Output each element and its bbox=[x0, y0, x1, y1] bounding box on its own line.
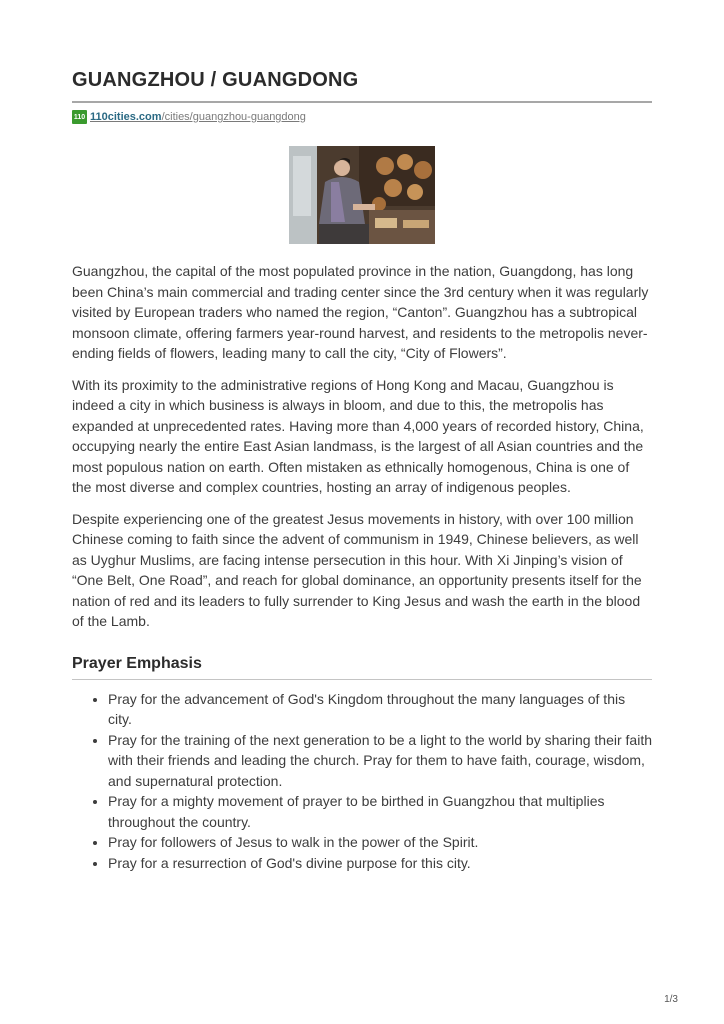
source-domain: 110cities.com bbox=[90, 111, 162, 123]
list-item: • Pray for the training of the next generation to be a light to the world by sharing their faith with their friends and leading the church. Pray for them to have faith, courage, wisdom, and supernatural protection. bbox=[108, 730, 652, 792]
hero-image bbox=[289, 146, 435, 244]
section-divider bbox=[72, 679, 652, 680]
hero-image-container bbox=[72, 146, 652, 244]
prayer-list bbox=[72, 689, 652, 874]
title-divider bbox=[72, 101, 652, 103]
page-number: 1/3 bbox=[664, 994, 678, 1005]
section-heading: Prayer Emphasis bbox=[72, 654, 202, 672]
paragraph: With its proximity to the administrative regions of Hong Kong and Macau, Guangzhou is indeed a city in which business is always in bloom, and due to this, the metropolis has expanded at unprecedented rates. Having more than 4,000 years of recorded history, China, occupying nearly the entire East Asian landmass, is the largest of all Asian countries and the most populous nation on earth. Often mistaken as ethnically homogenous, China is one of the most diverse and complex countries, hosting an array of indigenous peoples. bbox=[72, 376, 644, 495]
list-item: • Pray for the advancement of God's Kingdom throughout the many languages of this city. bbox=[108, 689, 652, 730]
paragraph: Despite experiencing one of the greatest Jesus movements in history, with over 100 million Chinese coming to faith since the advent of communism in 1949, Chinese believers, as well as Uyghur Muslims, are facing intense persecution in this hour. With Xi Jinping’s vision of “One Belt, One Road”, and reach for global dominance, an opportunity presents itself for the nation of red and its leaders to fully surrender to King Jesus and wash the earth in the blood of the Lamb. bbox=[72, 510, 642, 629]
paragraph: Guangzhou, the capital of the most populated province in the nation, Guangdong, has long been China’s main commercial and trading center since the 3rd century when it was regularly visited by European traders who named the region, “Canton”. Guangzhou has a subtropical monsoon climate, offering farmers year-round harvest, and residents to the metropolis never-ending fields of flowers, leading many to call the city, “City of Flowers”. bbox=[72, 263, 649, 361]
list-item: • Pray for a resurrection of God's divine purpose for this city. bbox=[108, 853, 652, 874]
source-url bbox=[72, 109, 652, 125]
page-title: GUANGZHOU / GUANGDONG bbox=[72, 69, 359, 91]
source-link[interactable] bbox=[90, 111, 306, 123]
source-path: /cities/guangzhou-guangdong bbox=[161, 111, 306, 123]
site-favicon-icon: 110 bbox=[72, 110, 87, 124]
list-item: • Pray for followers of Jesus to walk in the power of the Spirit. bbox=[108, 832, 652, 853]
list-item: • Pray for a mighty movement of prayer to be birthed in Guangzhou that multiplies throughout the country. bbox=[108, 791, 652, 832]
document-page bbox=[72, 66, 652, 873]
